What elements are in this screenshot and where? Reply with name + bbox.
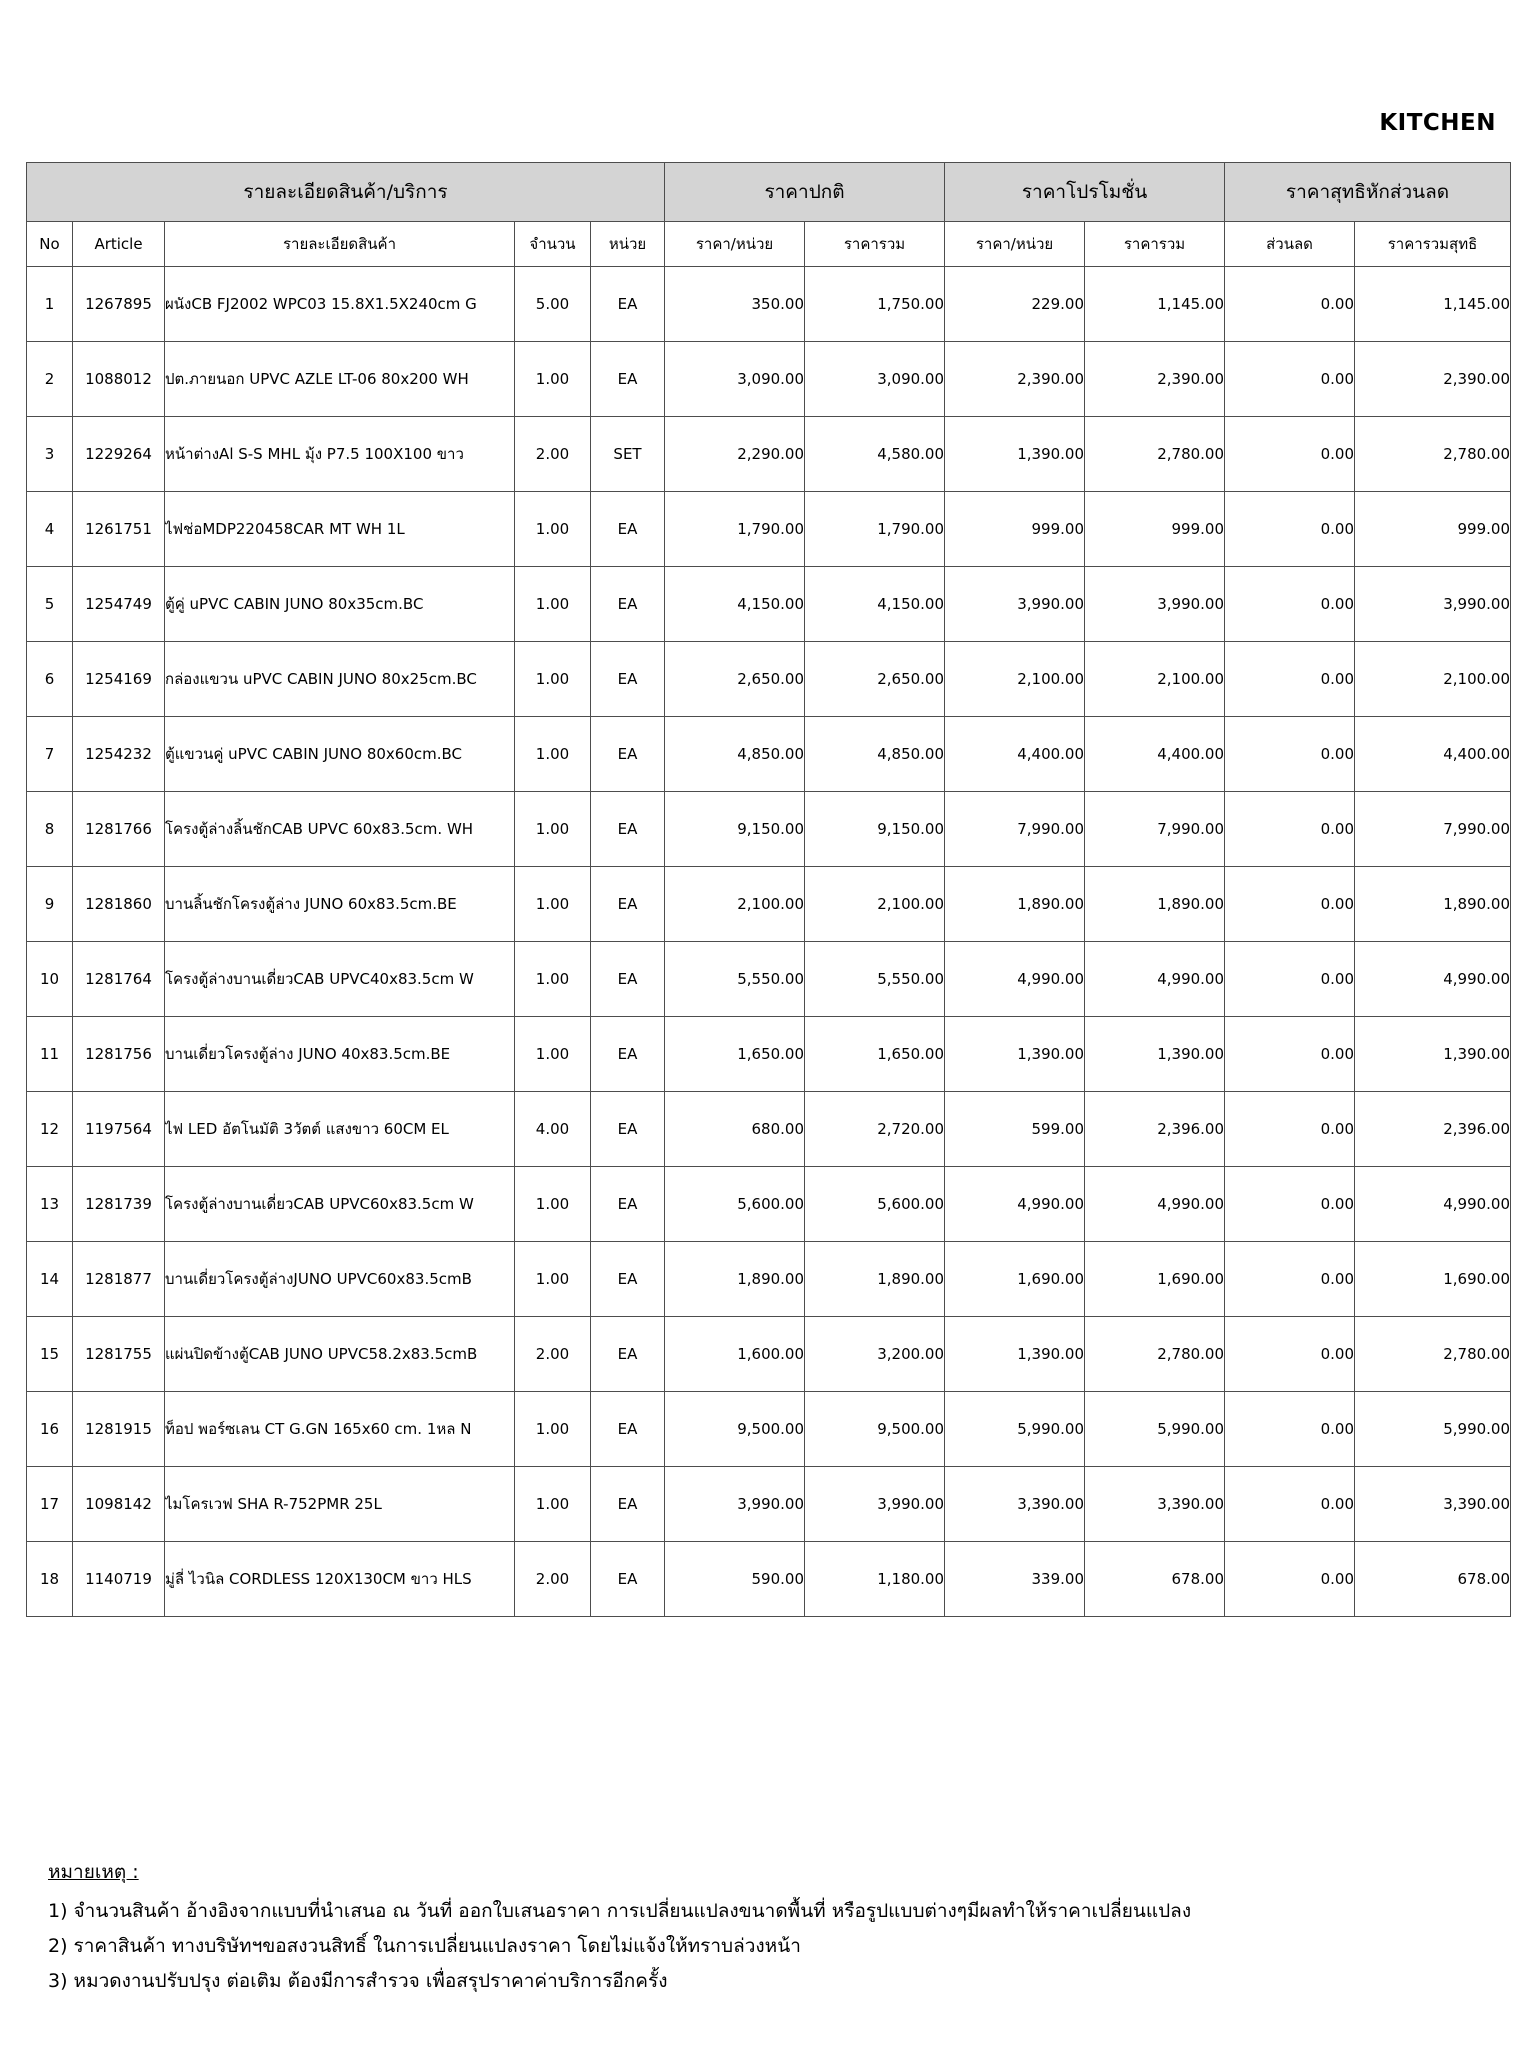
table-row [27,1392,1511,1467]
cell-no: 4 [27,492,73,567]
cell-discount: 0.00 [1225,567,1355,642]
cell-normal-total: 5,600.00 [805,1167,945,1242]
cell-normal-unit-price: 9,150.00 [665,792,805,867]
cell-unit: EA [591,567,665,642]
group-header-promo-price: ราคาโปรโมชั่น [945,163,1225,222]
page-title: KITCHEN [1379,110,1496,136]
notes-title: หมายเหตุ : [48,1861,139,1883]
cell-no: 8 [27,792,73,867]
cell-description: ไฟ LED อัตโนมัติ 3วัตต์ แสงขาว 60CM EL [165,1092,515,1167]
cell-normal-total: 1,750.00 [805,267,945,342]
cell-qty: 1.00 [515,1392,591,1467]
cell-unit: EA [591,1317,665,1392]
cell-net-total: 678.00 [1355,1542,1511,1617]
cell-no: 7 [27,717,73,792]
cell-article: 1261751 [73,492,165,567]
cell-no: 10 [27,942,73,1017]
cell-promo-total: 3,990.00 [1085,567,1225,642]
column-header-discount: ส่วนลด [1225,222,1355,267]
cell-promo-unit-price: 1,390.00 [945,417,1085,492]
table-row [27,267,1511,342]
cell-description: ตู้คู่ uPVC CABIN JUNO 80x35cm.BC [165,567,515,642]
cell-promo-unit-price: 3,990.00 [945,567,1085,642]
cell-promo-unit-price: 4,990.00 [945,942,1085,1017]
cell-unit: EA [591,1467,665,1542]
quotation-table [26,162,1511,1617]
cell-no: 1 [27,267,73,342]
cell-qty: 4.00 [515,1092,591,1167]
group-header-normal-price: ราคาปกติ [665,163,945,222]
cell-normal-unit-price: 680.00 [665,1092,805,1167]
cell-normal-unit-price: 590.00 [665,1542,805,1617]
cell-net-total: 3,990.00 [1355,567,1511,642]
cell-qty: 1.00 [515,642,591,717]
cell-promo-unit-price: 7,990.00 [945,792,1085,867]
cell-normal-unit-price: 5,600.00 [665,1167,805,1242]
cell-description: ไมโครเวฟ SHA R-752PMR 25L [165,1467,515,1542]
cell-qty: 2.00 [515,417,591,492]
cell-qty: 1.00 [515,1167,591,1242]
table-row [27,792,1511,867]
table-row [27,867,1511,942]
cell-promo-total: 4,990.00 [1085,942,1225,1017]
table-row [27,1167,1511,1242]
table-head [27,163,1511,267]
cell-unit: EA [591,792,665,867]
cell-article: 1281860 [73,867,165,942]
cell-discount: 0.00 [1225,942,1355,1017]
cell-article: 1267895 [73,267,165,342]
cell-promo-unit-price: 339.00 [945,1542,1085,1617]
cell-unit: EA [591,342,665,417]
cell-normal-unit-price: 2,650.00 [665,642,805,717]
cell-promo-total: 2,780.00 [1085,417,1225,492]
cell-net-total: 1,145.00 [1355,267,1511,342]
cell-normal-unit-price: 5,550.00 [665,942,805,1017]
cell-qty: 1.00 [515,792,591,867]
cell-description: โครงตู้ล่างบานเดี่ยวCAB UPVC60x83.5cm W [165,1167,515,1242]
table-row [27,1017,1511,1092]
cell-no: 11 [27,1017,73,1092]
cell-no: 13 [27,1167,73,1242]
cell-promo-total: 2,100.00 [1085,642,1225,717]
table-row [27,492,1511,567]
cell-article: 1088012 [73,342,165,417]
cell-article: 1098142 [73,1467,165,1542]
cell-discount: 0.00 [1225,1392,1355,1467]
cell-normal-total: 3,090.00 [805,342,945,417]
cell-no: 2 [27,342,73,417]
cell-normal-total: 4,850.00 [805,717,945,792]
cell-article: 1281755 [73,1317,165,1392]
cell-discount: 0.00 [1225,1092,1355,1167]
cell-description: โครงตู้ล่างบานเดี่ยวCAB UPVC40x83.5cm W [165,942,515,1017]
cell-promo-unit-price: 4,400.00 [945,717,1085,792]
cell-net-total: 1,690.00 [1355,1242,1511,1317]
column-header-description: รายละเอียดสินค้า [165,222,515,267]
table-row [27,1092,1511,1167]
cell-net-total: 2,390.00 [1355,342,1511,417]
cell-qty: 1.00 [515,1242,591,1317]
cell-normal-total: 3,200.00 [805,1317,945,1392]
cell-no: 17 [27,1467,73,1542]
cell-net-total: 2,780.00 [1355,417,1511,492]
cell-description: ตู้แขวนคู่ uPVC CABIN JUNO 80x60cm.BC [165,717,515,792]
cell-normal-unit-price: 2,100.00 [665,867,805,942]
cell-article: 1281764 [73,942,165,1017]
cell-unit: EA [591,1392,665,1467]
cell-description: บานเดี่ยวโครงตู้ล่างJUNO UPVC60x83.5cmB [165,1242,515,1317]
cell-unit: EA [591,1092,665,1167]
cell-description: ท็อป พอร์ซเลน CT G.GN 165x60 cm. 1หล N [165,1392,515,1467]
cell-net-total: 2,100.00 [1355,642,1511,717]
cell-unit: EA [591,1242,665,1317]
cell-description: มู่ลี่ ไวนิล CORDLESS 120X130CM ขาว HLS [165,1542,515,1617]
cell-description: ไฟช่อMDP220458CAR MT WH 1L [165,492,515,567]
cell-qty: 1.00 [515,492,591,567]
notes-section [48,1855,1468,2000]
cell-discount: 0.00 [1225,1017,1355,1092]
cell-no: 18 [27,1542,73,1617]
cell-promo-unit-price: 2,390.00 [945,342,1085,417]
table-row [27,1467,1511,1542]
cell-discount: 0.00 [1225,342,1355,417]
cell-promo-total: 4,400.00 [1085,717,1225,792]
cell-promo-total: 2,780.00 [1085,1317,1225,1392]
cell-article: 1281877 [73,1242,165,1317]
cell-net-total: 1,390.00 [1355,1017,1511,1092]
cell-unit: EA [591,1167,665,1242]
cell-discount: 0.00 [1225,1167,1355,1242]
cell-net-total: 1,890.00 [1355,867,1511,942]
cell-no: 6 [27,642,73,717]
cell-discount: 0.00 [1225,867,1355,942]
cell-normal-unit-price: 1,790.00 [665,492,805,567]
column-header-net-total: ราคารวมสุทธิ [1355,222,1511,267]
cell-qty: 5.00 [515,267,591,342]
note-line-1: 1) จำนวนสินค้า อ้างอิงจากแบบที่นำเสนอ ณ วันที่ ออกใบเสนอราคา การเปลี่ยนแปลงขนาดพื้นที่ หรือรูปแบบต่างๆมีผลทำให้ราคาเปลี่ยนแปลง [48,1900,1192,1923]
cell-normal-unit-price: 3,090.00 [665,342,805,417]
cell-discount: 0.00 [1225,1542,1355,1617]
cell-description: ปต.ภายนอก UPVC AZLE LT-06 80x200 WH [165,342,515,417]
cell-description: กล่องแขวน uPVC CABIN JUNO 80x25cm.BC [165,642,515,717]
cell-description: แผ่นปิดข้างตู้CAB JUNO UPVC58.2x83.5cmB [165,1317,515,1392]
cell-promo-total: 1,690.00 [1085,1242,1225,1317]
table-row [27,1242,1511,1317]
cell-normal-unit-price: 3,990.00 [665,1467,805,1542]
cell-qty: 1.00 [515,567,591,642]
cell-unit: EA [591,1542,665,1617]
cell-article: 1197564 [73,1092,165,1167]
cell-promo-total: 4,990.00 [1085,1167,1225,1242]
cell-normal-unit-price: 2,290.00 [665,417,805,492]
cell-qty: 1.00 [515,867,591,942]
cell-no: 3 [27,417,73,492]
cell-promo-total: 678.00 [1085,1542,1225,1617]
cell-no: 9 [27,867,73,942]
cell-article: 1254749 [73,567,165,642]
cell-normal-unit-price: 1,600.00 [665,1317,805,1392]
cell-net-total: 4,400.00 [1355,717,1511,792]
cell-discount: 0.00 [1225,642,1355,717]
cell-normal-total: 1,890.00 [805,1242,945,1317]
cell-normal-total: 1,180.00 [805,1542,945,1617]
cell-promo-unit-price: 1,390.00 [945,1317,1085,1392]
cell-article: 1281766 [73,792,165,867]
cell-qty: 2.00 [515,1317,591,1392]
cell-article: 1254169 [73,642,165,717]
cell-normal-total: 1,790.00 [805,492,945,567]
cell-net-total: 7,990.00 [1355,792,1511,867]
cell-article: 1140719 [73,1542,165,1617]
table-row [27,942,1511,1017]
cell-net-total: 3,390.00 [1355,1467,1511,1542]
column-header-article: Article [73,222,165,267]
column-header-promo-unit-price: ราคา/หน่วย [945,222,1085,267]
table-row [27,642,1511,717]
cell-qty: 1.00 [515,1017,591,1092]
cell-qty: 1.00 [515,942,591,1017]
cell-discount: 0.00 [1225,792,1355,867]
table-row [27,1317,1511,1392]
column-header-no: No [27,222,73,267]
group-header-product: รายละเอียดสินค้า/บริการ [27,163,665,222]
table-row [27,1542,1511,1617]
cell-normal-total: 4,580.00 [805,417,945,492]
cell-unit: EA [591,492,665,567]
cell-unit: EA [591,942,665,1017]
table-row [27,417,1511,492]
cell-no: 5 [27,567,73,642]
cell-promo-unit-price: 999.00 [945,492,1085,567]
cell-net-total: 2,396.00 [1355,1092,1511,1167]
cell-promo-total: 3,390.00 [1085,1467,1225,1542]
cell-discount: 0.00 [1225,1317,1355,1392]
cell-discount: 0.00 [1225,267,1355,342]
cell-promo-total: 1,890.00 [1085,867,1225,942]
cell-promo-unit-price: 2,100.00 [945,642,1085,717]
cell-promo-unit-price: 1,890.00 [945,867,1085,942]
cell-description: หน้าต่างAl S-S MHL มุ้ง P7.5 100X100 ขาว [165,417,515,492]
column-header-promo-total: ราคารวม [1085,222,1225,267]
cell-net-total: 4,990.00 [1355,1167,1511,1242]
cell-unit: SET [591,417,665,492]
cell-normal-unit-price: 4,150.00 [665,567,805,642]
cell-promo-unit-price: 4,990.00 [945,1167,1085,1242]
cell-normal-unit-price: 4,850.00 [665,717,805,792]
cell-article: 1229264 [73,417,165,492]
cell-qty: 2.00 [515,1542,591,1617]
cell-unit: EA [591,267,665,342]
note-line-2: 2) ราคาสินค้า ทางบริษัทฯขอสงวนสิทธิ์ ในการเปลี่ยนแปลงราคา โดยไม่แจ้งให้ทราบล่วงหน้า [48,1935,801,1958]
column-header-normal-unit-price: ราคา/หน่วย [665,222,805,267]
group-header-net-price: ราคาสุทธิหักส่วนลด [1225,163,1511,222]
column-header-unit: หน่วย [591,222,665,267]
cell-promo-unit-price: 599.00 [945,1092,1085,1167]
cell-no: 15 [27,1317,73,1392]
cell-discount: 0.00 [1225,717,1355,792]
cell-unit: EA [591,1017,665,1092]
note-line-3: 3) หมวดงานปรับปรุง ต่อเติม ต้องมีการสำรวจ เพื่อสรุปราคาค่าบริการอีกครั้ง [48,1970,668,1993]
cell-normal-total: 9,150.00 [805,792,945,867]
cell-promo-total: 2,396.00 [1085,1092,1225,1167]
cell-promo-unit-price: 1,390.00 [945,1017,1085,1092]
cell-net-total: 999.00 [1355,492,1511,567]
table-row [27,342,1511,417]
column-header-row [27,222,1511,267]
cell-normal-total: 5,550.00 [805,942,945,1017]
cell-article: 1254232 [73,717,165,792]
cell-unit: EA [591,717,665,792]
cell-discount: 0.00 [1225,1242,1355,1317]
cell-no: 12 [27,1092,73,1167]
cell-promo-total: 999.00 [1085,492,1225,567]
cell-description: บานเดี่ยวโครงตู้ล่าง JUNO 40x83.5cm.BE [165,1017,515,1092]
cell-description: ผนังCB FJ2002 WPC03 15.8X1.5X240cm G [165,267,515,342]
table-row [27,567,1511,642]
cell-normal-total: 2,100.00 [805,867,945,942]
cell-promo-unit-price: 5,990.00 [945,1392,1085,1467]
cell-net-total: 5,990.00 [1355,1392,1511,1467]
table-row [27,717,1511,792]
cell-unit: EA [591,867,665,942]
cell-normal-total: 1,650.00 [805,1017,945,1092]
cell-qty: 1.00 [515,1467,591,1542]
cell-description: โครงตู้ล่างลิ้นชักCAB UPVC 60x83.5cm. WH [165,792,515,867]
cell-normal-unit-price: 1,650.00 [665,1017,805,1092]
cell-normal-total: 2,650.00 [805,642,945,717]
cell-promo-total: 1,145.00 [1085,267,1225,342]
cell-net-total: 4,990.00 [1355,942,1511,1017]
cell-normal-unit-price: 1,890.00 [665,1242,805,1317]
cell-promo-unit-price: 1,690.00 [945,1242,1085,1317]
cell-discount: 0.00 [1225,417,1355,492]
cell-net-total: 2,780.00 [1355,1317,1511,1392]
cell-promo-unit-price: 229.00 [945,267,1085,342]
group-header-row [27,163,1511,222]
cell-promo-unit-price: 3,390.00 [945,1467,1085,1542]
column-header-qty: จำนวน [515,222,591,267]
cell-normal-unit-price: 9,500.00 [665,1392,805,1467]
cell-normal-unit-price: 350.00 [665,267,805,342]
cell-no: 16 [27,1392,73,1467]
cell-no: 14 [27,1242,73,1317]
table-body [27,267,1511,1617]
cell-discount: 0.00 [1225,1467,1355,1542]
cell-normal-total: 2,720.00 [805,1092,945,1167]
column-header-normal-total: ราคารวม [805,222,945,267]
cell-article: 1281756 [73,1017,165,1092]
cell-promo-total: 7,990.00 [1085,792,1225,867]
cell-discount: 0.00 [1225,492,1355,567]
cell-description: บานลิ้นชักโครงตู้ล่าง JUNO 60x83.5cm.BE [165,867,515,942]
cell-normal-total: 4,150.00 [805,567,945,642]
cell-promo-total: 2,390.00 [1085,342,1225,417]
cell-promo-total: 5,990.00 [1085,1392,1225,1467]
cell-article: 1281739 [73,1167,165,1242]
cell-article: 1281915 [73,1392,165,1467]
cell-qty: 1.00 [515,342,591,417]
cell-normal-total: 9,500.00 [805,1392,945,1467]
cell-promo-total: 1,390.00 [1085,1017,1225,1092]
cell-normal-total: 3,990.00 [805,1467,945,1542]
cell-qty: 1.00 [515,717,591,792]
cell-unit: EA [591,642,665,717]
